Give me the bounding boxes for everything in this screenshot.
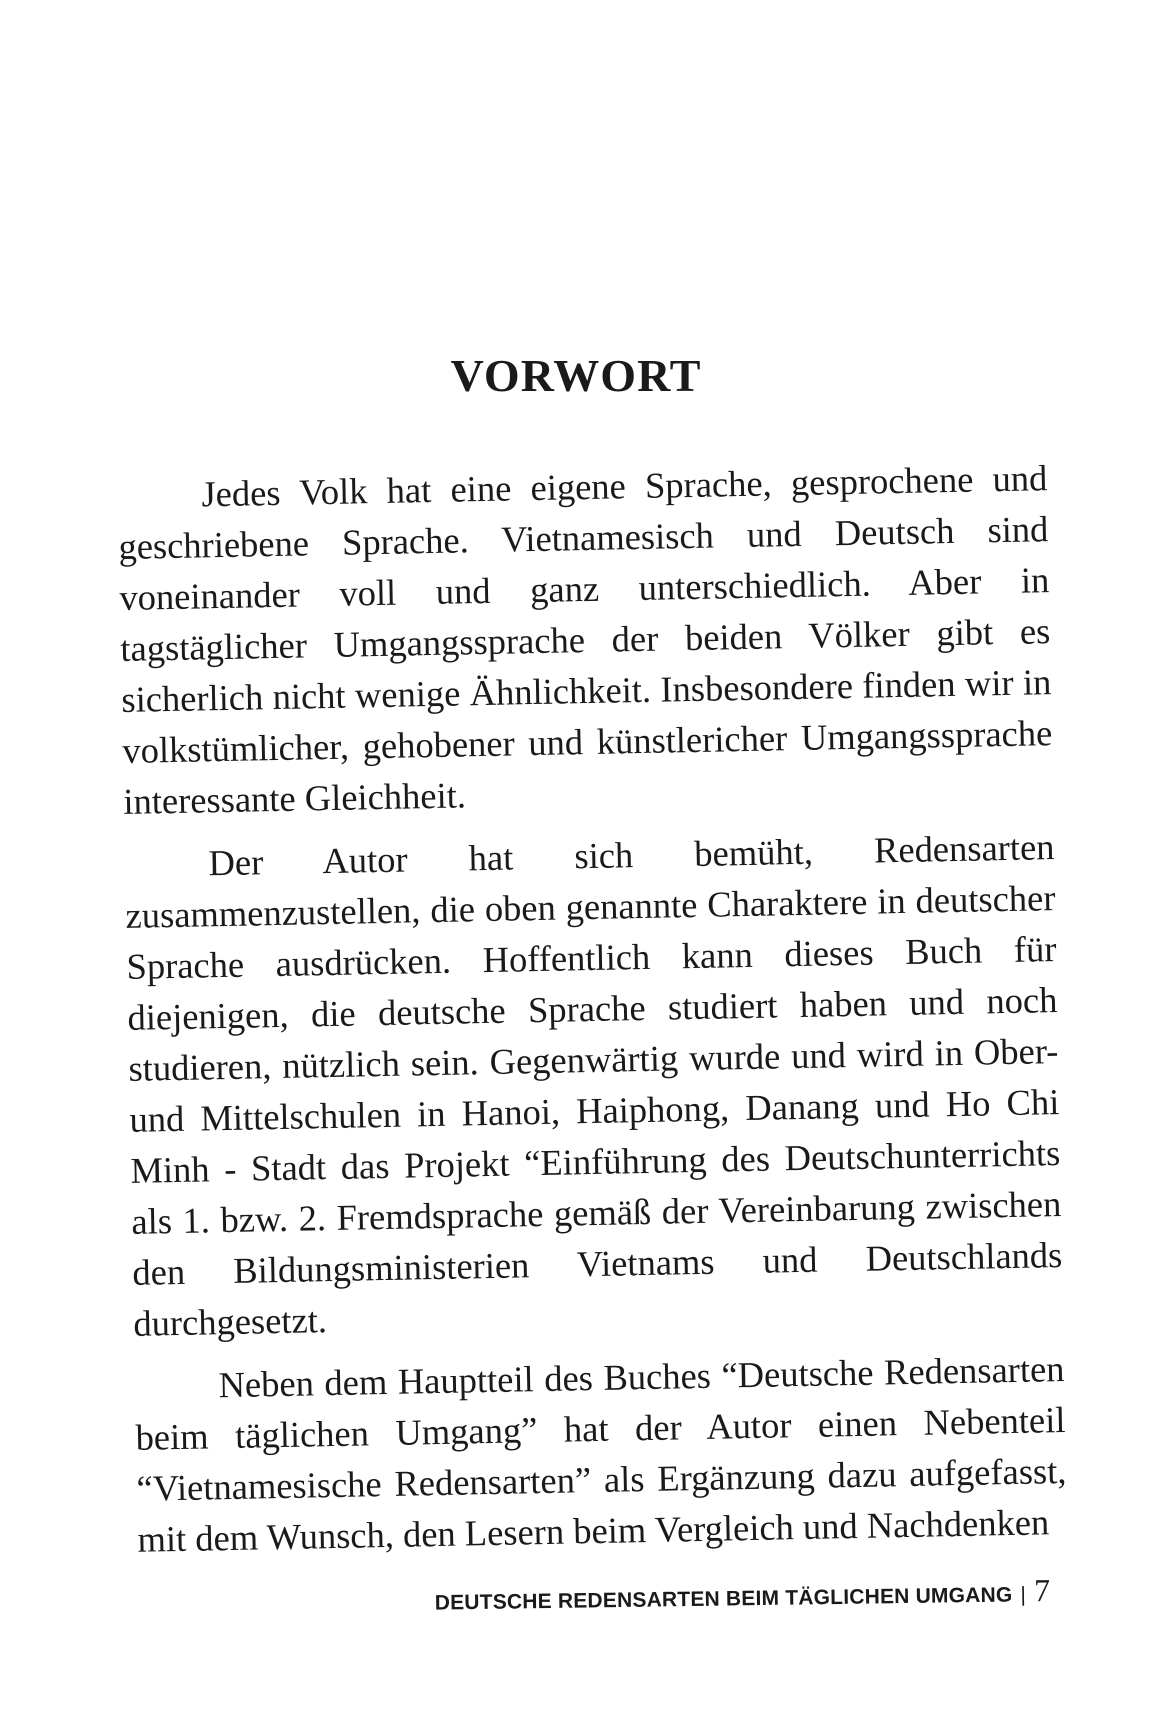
page-title: VORWORT: [450, 349, 702, 401]
paragraph-2: Der Autor hat sich bemüht, Redensarten zusammenzustellen, die oben genannte Charaktere in deutscher Sprache ausdrücken. Hoffentlich kann dieses Buch für diejenigen, die deutsche Sprache studiert haben und noch studieren, nützlich sein. Gegenwärtig wurde und wird in Ober- und Mittelschulen in Hanoi, Haiphong, Danang und Ho Chi Minh - Stadt das Projekt “Einführung des Deutschunterrichts als 1. bzw. 2. Fremdsprache gemäß der Vereinbarung zwischen den Bildungsministerien Vietnams und Deutschlands durchgesetzt.: [125, 826, 1063, 1344]
paragraph-1: Jedes Volk hat eine eigene Sprache, gesprochene und geschriebene Sprache. Vietnamesisch und Deutsch sind voneinander voll und ganz unterschiedlich. Aber in tagstäglicher Umgangssprache der beiden Völker gibt es sicherlich nicht wenige Ähnlichkeit. Insbesondere finden wir in volkstümlicher, gehobener und künstlericher Umgangssprache interessante Gleichheit.: [118, 457, 1053, 822]
running-title: DEUTSCHE REDENSARTEN BEIM TÄGLICHEN UMGANG: [434, 1583, 1013, 1615]
footer-separator: |: [1020, 1583, 1027, 1607]
body-text: [117, 452, 1068, 1577]
page-footer: [0, 1572, 1050, 1624]
page-number: 7: [1033, 1572, 1051, 1609]
paragraph-3: Neben dem Hauptteil des Buches “Deutsche Redensarten beim täglichen Umgang” hat der Autor einen Nebenteil “Vietnamesische Redensarten” als Ergänzung dazu aufgefasst, mit dem Wunsch, den Lesern beim Vergleich und Nachdenken: [135, 1347, 1067, 1560]
